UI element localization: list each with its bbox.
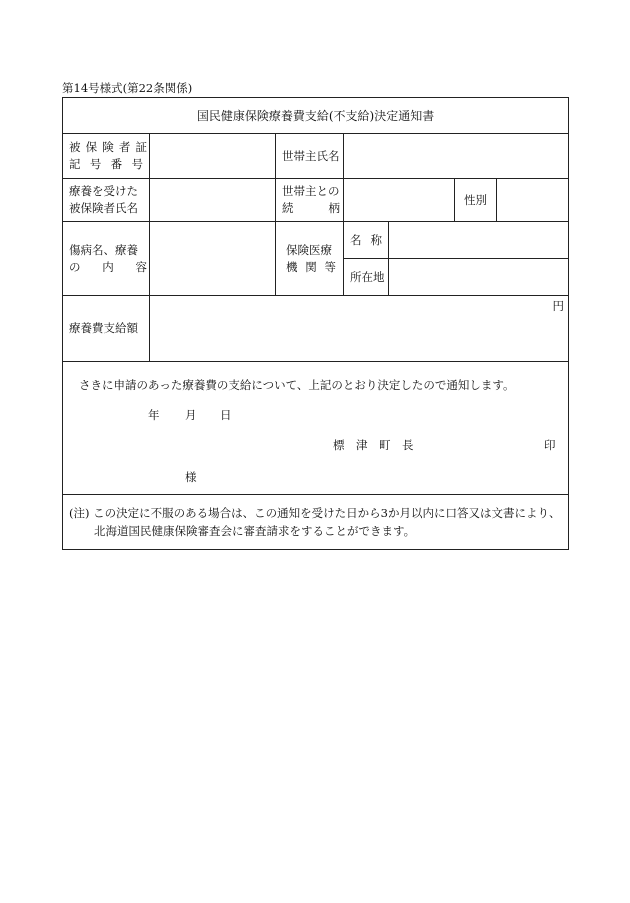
institution-name-label: 名 称 [344, 222, 389, 259]
note-line-2: 北海道国民健康保険審査会に審査請求をすることができます。 [94, 524, 416, 538]
institution-name-field[interactable] [389, 222, 569, 259]
insured-id-label-line2: 記 号 番 号 [69, 157, 143, 171]
amount-field[interactable] [150, 296, 569, 362]
seal-mark: 印 [544, 438, 556, 452]
householder-name-label: 世帯主氏名 [276, 134, 344, 179]
insured-id-label-line1: 被 保 険 者 証 [69, 140, 147, 154]
notification-form [62, 97, 569, 550]
date-month: 月 [185, 408, 197, 422]
recipient-name-label: 療養を受けた 被保険者氏名 [63, 179, 150, 222]
institution-label: 保険医療 機 関 等 [276, 222, 344, 296]
insured-id-label [63, 134, 150, 179]
disease-label: 傷病名、療養 の 内 容 [63, 222, 150, 296]
relation-field[interactable] [344, 179, 455, 222]
gender-label: 性別 [455, 179, 497, 222]
institution-address-label: 所在地 [344, 259, 389, 296]
institution-address-field[interactable] [389, 259, 569, 296]
householder-name-field[interactable] [344, 134, 569, 179]
form-reference: 第14号様式(第22条関係) [62, 81, 193, 95]
form-title: 国民健康保険療養費支給(不支給)決定通知書 [63, 98, 569, 134]
disease-field[interactable] [150, 222, 276, 296]
relation-label: 世帯主との 続 柄 [276, 179, 344, 222]
appeal-note [63, 495, 569, 550]
amount-label: 療養費支給額 [63, 296, 150, 362]
insured-id-field[interactable] [150, 134, 276, 179]
recipient-honorific: 様 [185, 470, 197, 484]
gender-field[interactable] [497, 179, 569, 222]
yen-unit: 円 [552, 299, 565, 313]
date-day: 日 [220, 408, 232, 422]
note-line-1: (注) この決定に不服のある場合は、この通知を受けた日から3か月以内に口答又は文書により、 [69, 506, 561, 520]
recipient-name-field[interactable] [150, 179, 276, 222]
notice-message: さきに申請のあった療養費の支給について、上記のとおり決定したので通知します。 [79, 378, 515, 392]
issuer-title: 標 津 町 長 [333, 438, 414, 452]
notice-section [63, 362, 569, 495]
date-year: 年 [148, 408, 160, 422]
